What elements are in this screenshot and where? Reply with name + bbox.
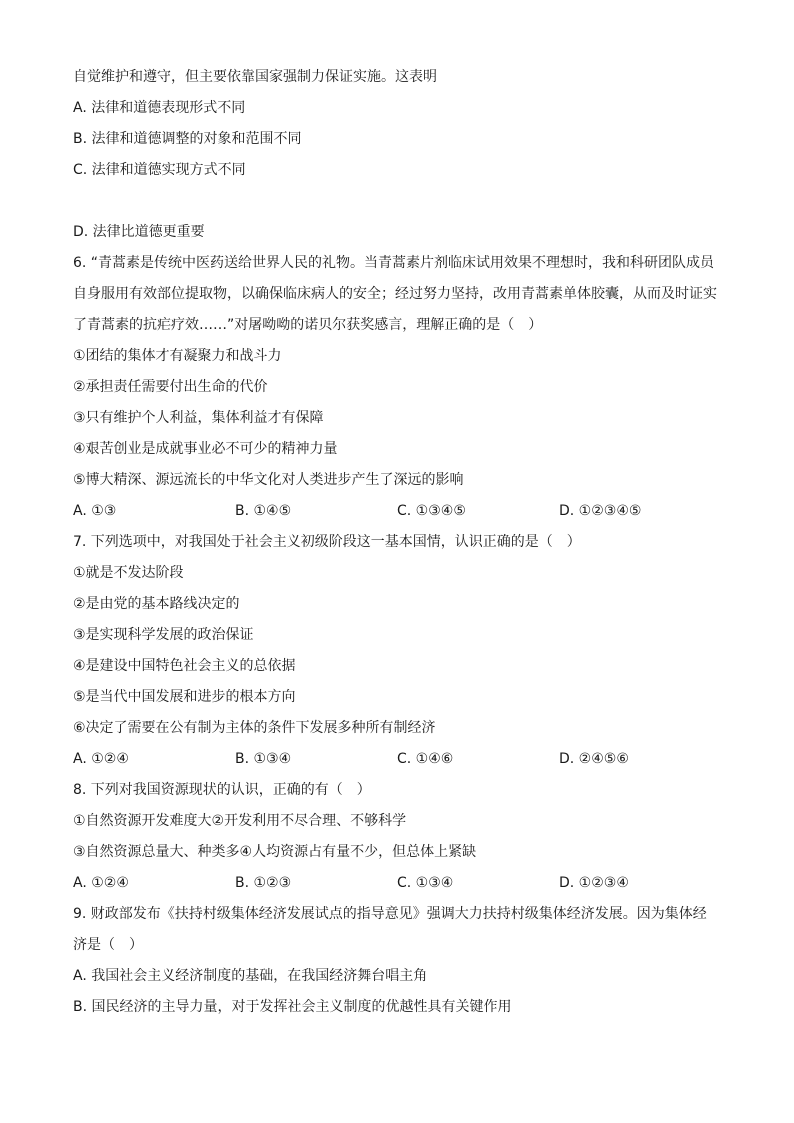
- q8-choice-d: D. ①②③④: [559, 875, 629, 891]
- q6-choices: [73, 496, 723, 527]
- q6-stem-line-1: 6. “青蒿素是传统中医药送给世界人民的礼物。当青蒿素片剂临床试用效果不理想时，我和科研团队成员: [73, 255, 715, 271]
- q6-item-5: ⑤博大精深、源远流长的中华文化对人类进步产生了深远的影响: [73, 472, 464, 488]
- q6-choice-c: C. ①③④⑤: [397, 503, 466, 519]
- q9-option-b: B. 国民经济的主导力量，对于发挥社会主义制度的优越性具有关键作用: [73, 999, 512, 1015]
- q6-stem-line-3: 了青蒿素的抗疟疗效……”对屠呦呦的诺贝尔获奖感言，理解正确的是（ ）: [73, 317, 543, 333]
- q7-item-6: ⑥决定了需要在公有制为主体的条件下发展多种所有制经济: [73, 720, 436, 736]
- q7-choice-a: A. ①②④: [73, 751, 129, 767]
- q8-item-line-2: ③自然资源总量大、种类多④人均资源占有量不少，但总体上紧缺: [73, 844, 477, 860]
- q9-option-a: A. 我国社会主义经济制度的基础，在我国经济舞台唱主角: [73, 968, 428, 984]
- q7-item-5: ⑤是当代中国发展和进步的根本方向: [73, 689, 296, 705]
- q6-item-4: ④艰苦创业是成就事业必不可少的精神力量: [73, 441, 338, 457]
- q9-stem-line-1: 9. 财政部发布《扶持村级集体经济发展试点的指导意见》强调大力扶持村级集体经济发展。因为集体经: [73, 906, 707, 922]
- q6-choice-b: B. ①④⑤: [235, 503, 292, 519]
- q8-item-line-1: ①自然资源开发难度大②开发利用不尽合理、不够科学: [73, 813, 407, 829]
- q8-stem: 8. 下列对我国资源现状的认识，正确的有（ ）: [73, 782, 371, 798]
- q6-stem-line-2: 自身服用有效部位提取物，以确保临床病人的安全；经过努力坚持，改用青蒿素单体胶囊，从而及时证实: [73, 286, 717, 302]
- q7-choice-c: C. ①④⑥: [397, 751, 454, 767]
- q6-choice-d: D. ①②③④⑤: [559, 503, 642, 519]
- q6-item-1: ①团结的集体才有凝聚力和战斗力: [73, 348, 282, 364]
- q8-choice-a: A. ①②④: [73, 875, 129, 891]
- q5-stem-tail: 自觉维护和遵守，但主要依靠国家强制力保证实施。这表明: [73, 69, 437, 85]
- q8-choices: [73, 868, 723, 899]
- q7-choices: [73, 744, 723, 775]
- q7-item-2: ②是由党的基本路线决定的: [73, 596, 240, 612]
- q7-item-4: ④是建设中国特色社会主义的总依据: [73, 658, 296, 674]
- q8-choice-c: C. ①③④: [397, 875, 454, 891]
- q5-option-b: B. 法律和道德调整的对象和范围不同: [73, 131, 302, 147]
- q7-item-3: ③是实现科学发展的政治保证: [73, 627, 254, 643]
- q7-stem: 7. 下列选项中，对我国处于社会主义初级阶段这一基本国情，认识正确的是（ ）: [73, 534, 581, 550]
- q7-choice-d: D. ②④⑤⑥: [559, 751, 629, 767]
- q6-item-3: ③只有维护个人利益，集体利益才有保障: [73, 410, 324, 426]
- q8-choice-b: B. ①②③: [235, 875, 292, 891]
- q5-option-c: C. 法律和道德实现方式不同: [73, 162, 246, 178]
- q6-item-2: ②承担责任需要付出生命的代价: [73, 379, 268, 395]
- q7-choice-b: B. ①③④: [235, 751, 292, 767]
- exam-page: [73, 62, 723, 1023]
- q6-choice-a: A. ①③: [73, 503, 117, 519]
- q5-option-d: D. 法律比道德更重要: [73, 224, 205, 240]
- spacer: [73, 186, 723, 217]
- q5-option-a: A. 法律和道德表现形式不同: [73, 100, 246, 116]
- q9-stem-line-2: 济是（ ）: [73, 937, 143, 953]
- q7-item-1: ①就是不发达阶段: [73, 565, 184, 581]
